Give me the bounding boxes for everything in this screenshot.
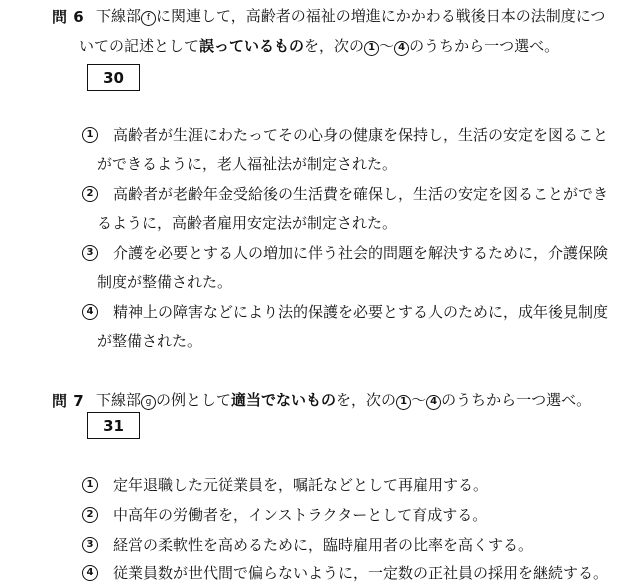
q6-option-3-line2: 制度が整備された。 [97, 273, 233, 291]
q7-prefix: 下線部 [96, 391, 142, 409]
q7-answer-box: 31 [87, 412, 140, 439]
q6-emphasis: 誤っているもの [199, 37, 305, 55]
q6-range-start: 1 [364, 41, 379, 56]
q7-line1-mid2: を，次の [336, 391, 397, 409]
q6-option-2-line2: るように，高齢者雇用安定法が制定された。 [97, 214, 398, 232]
q7-emphasis: 適当でないもの [231, 391, 337, 409]
q6-line2-mid: を，次の [304, 37, 365, 55]
underline-mark-g: g [141, 395, 156, 410]
q6-line1-rest: に関連して，高齢者の福祉の増進にかかわる戦後日本の法制度につ [156, 7, 606, 25]
q7-option-4-text: 従業員数が世代間で偏らないように，一定数の正社員の採用を継続する。 [113, 564, 609, 582]
q7-option-3-text: 経営の柔軟性を高めるために，臨時雇用者の比率を高くする。 [113, 536, 534, 554]
q6-option-1-line1: 高齢者が生涯にわたってその心身の健康を保持し，生活の安定を図ること [113, 126, 609, 144]
q6-option-1-number: 1 [82, 127, 98, 143]
q7-option-1-text: 定年退職した元従業員を，嘱託などとして再雇用する。 [113, 476, 489, 494]
q6-answer-box: 30 [87, 64, 140, 91]
q6-line2-start: いての記述として [79, 37, 200, 55]
q6-range-end: 4 [394, 41, 409, 56]
q7-line1-end: のうちから一つ選べ。 [441, 391, 592, 409]
q7-option-2-text: 中高年の労働者を，インストラクターとして育成する。 [113, 506, 488, 524]
q7-label: 問 7 [52, 392, 85, 410]
q6-option-1-line2: ができるように，老人福祉法が制定された。 [97, 155, 398, 173]
q6-option-4-number: 4 [82, 304, 98, 320]
q6-prompt-line2 [79, 33, 559, 59]
q7-option-3-number: 3 [82, 537, 98, 553]
q7-tilde: ～ [411, 391, 427, 409]
q7-option-1-number: 1 [82, 477, 98, 493]
underline-mark-f: f [141, 11, 156, 26]
q7-line1-mid: の例として [156, 391, 232, 409]
q6-tilde: ～ [379, 37, 395, 55]
q6-option-2-line1: 高齢者が老齢年金受給後の生活費を確保し，生活の安定を図ることができ [113, 185, 609, 203]
q6-label: 問 6 [52, 8, 85, 26]
q7-option-2-number: 2 [82, 507, 98, 523]
q7-range-start: 1 [396, 395, 411, 410]
q6-option-2-number: 2 [82, 186, 98, 202]
q6-prompt-line1 [96, 3, 605, 29]
q6-prefix: 下線部 [96, 7, 142, 25]
q6-option-4-line2: が整備された。 [97, 332, 203, 350]
q6-option-4-line1: 精神上の障害などにより法的保護を必要とする人のために，成年後見制度 [113, 303, 609, 321]
q7-range-end: 4 [426, 395, 441, 410]
q6-option-3-number: 3 [82, 245, 98, 261]
q6-option-3-line1: 介護を必要とする人の増加に伴う社会的問題を解決するために，介護保険 [113, 244, 609, 262]
q7-prompt-line1 [96, 387, 591, 413]
q6-line2-end: のうちから一つ選べ。 [409, 37, 560, 55]
q7-option-4-number: 4 [82, 565, 98, 581]
